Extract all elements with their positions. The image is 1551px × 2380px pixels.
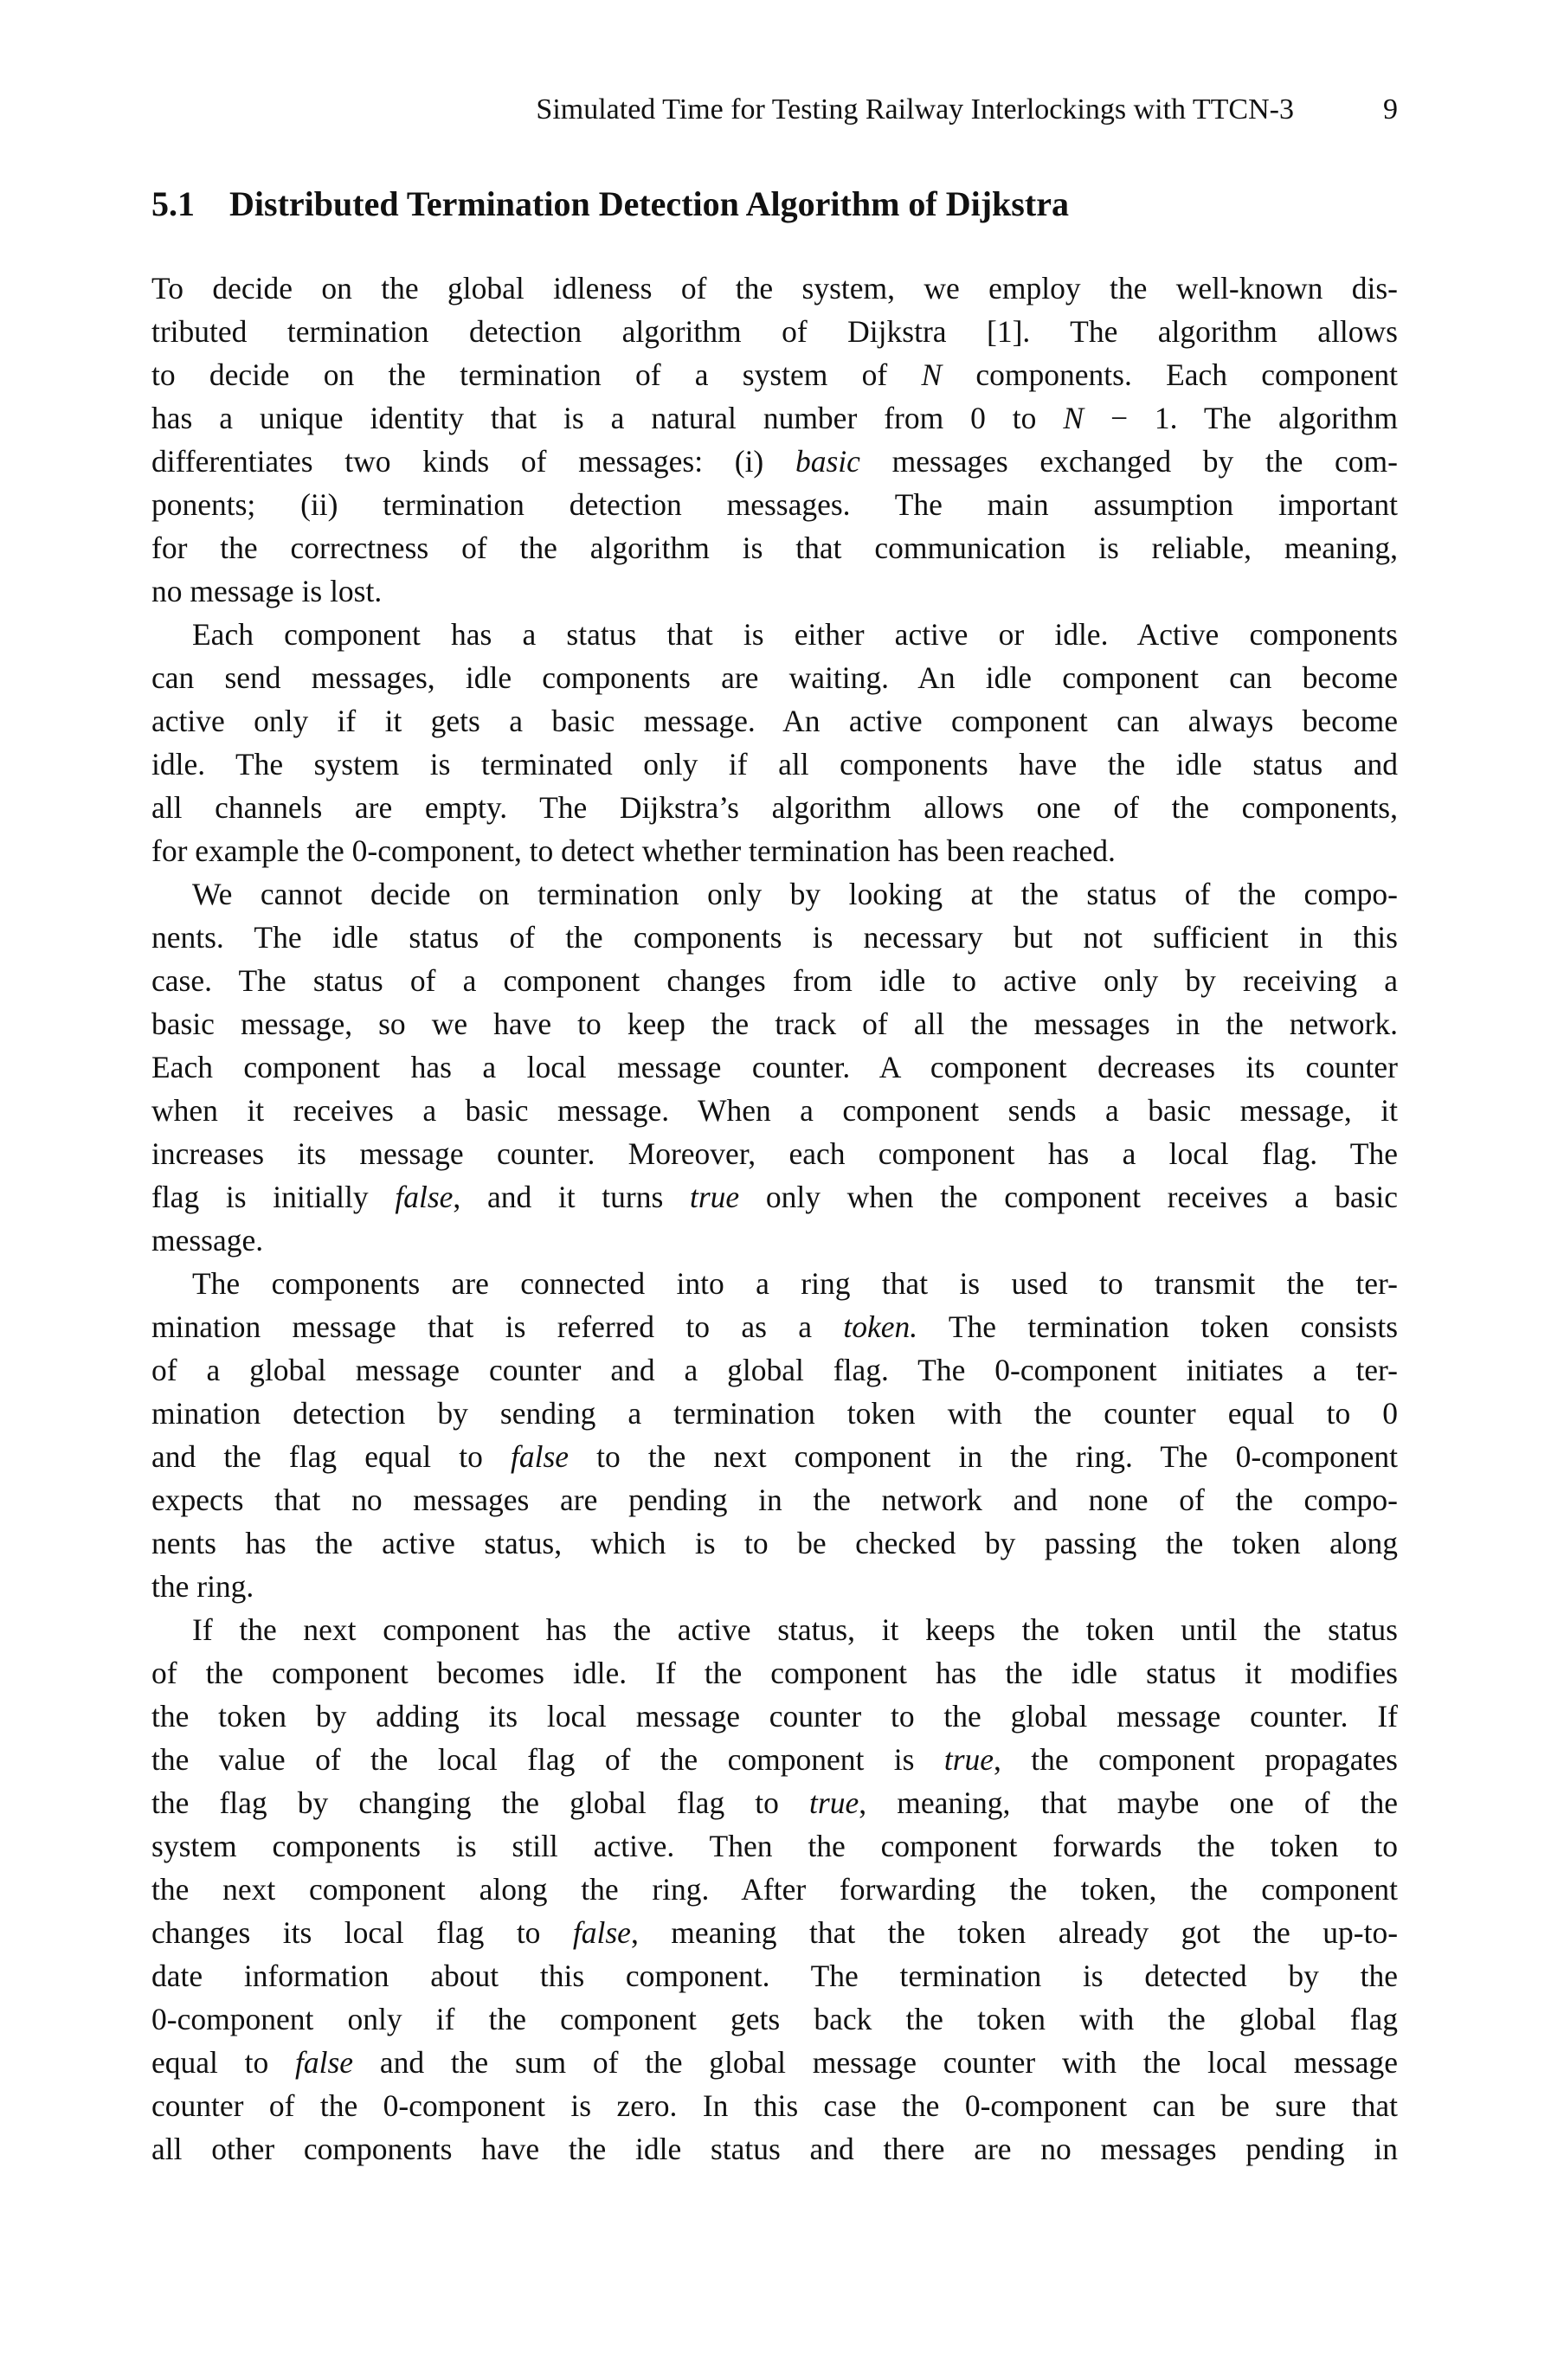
text-line (151, 743, 1398, 786)
italic-text: basic (795, 444, 860, 479)
text-line (151, 959, 1398, 1002)
text-span: To decide on the global idleness of the system, we employ the well-known dis- (151, 271, 1398, 306)
text-line (151, 1651, 1398, 1695)
italic-text: true (943, 1742, 994, 1777)
text-span: − 1. The algorithm (1084, 401, 1398, 435)
text-line (151, 1911, 1398, 1954)
text-line (151, 396, 1398, 440)
text-line (151, 440, 1398, 483)
italic-text: N (1063, 401, 1084, 435)
paragraph (151, 1262, 1398, 1608)
text-line (151, 1738, 1398, 1781)
text-line (151, 1219, 1398, 1262)
text-line (151, 526, 1398, 569)
italic-text: false (295, 2045, 354, 2080)
text-line (151, 1175, 1398, 1219)
italic-text: N (921, 357, 943, 392)
text-line (151, 310, 1398, 353)
text-span: all channels are empty. The Dijkstra’s algorithm allows one of the components, (151, 790, 1398, 825)
paragraph (151, 613, 1398, 872)
text-span: for example the 0-component, to detect whether termination has been reached. (151, 833, 1116, 868)
italic-text: true (809, 1785, 859, 1820)
text-span: for the correctness of the algorithm is that communication is reliable, meaning, (151, 531, 1398, 565)
text-span: The components are connected into a ring that is used to transmit the ter- (192, 1266, 1398, 1301)
text-line (151, 1348, 1398, 1392)
text-span: the token by adding its local message counter to the global message counter. If (151, 1699, 1398, 1734)
italic-text: false (572, 1915, 631, 1950)
text-line (151, 569, 1398, 613)
text-span: can send messages, idle components are waiting. An idle component can become (151, 660, 1398, 695)
text-line (151, 1954, 1398, 1997)
text-span: case. The status of a component changes from idle to active only by receiving a (151, 963, 1398, 998)
text-line (151, 656, 1398, 699)
text-span: If the next component has the active status, it keeps the token until the status (192, 1612, 1398, 1647)
text-span: message. (151, 1223, 264, 1258)
text-span: all other components have the idle status and there are no messages pending in (151, 2132, 1398, 2166)
text-line (151, 353, 1398, 396)
text-span: of a global message counter and a global flag. The 0-component initiates a ter- (151, 1353, 1398, 1387)
section-title: Distributed Termination Detection Algorithm of Dijkstra (229, 184, 1069, 223)
text-line (151, 2084, 1398, 2127)
section-number: 5.1 (151, 184, 195, 223)
paragraph (151, 267, 1398, 613)
text-line (151, 1132, 1398, 1175)
text-line (151, 267, 1398, 310)
text-span: , the component propagates (994, 1742, 1398, 1777)
text-span: when it receives a basic message. When a component sends a basic message, it (151, 1093, 1398, 1128)
text-line (151, 829, 1398, 872)
paragraph (151, 872, 1398, 1262)
text-span: and the sum of the global message counter with the local message (353, 2045, 1398, 2080)
text-span: of the component becomes idle. If the component has the idle status it modifies (151, 1656, 1398, 1690)
italic-text: false (510, 1439, 570, 1474)
text-span: components. Each component (942, 357, 1398, 392)
text-span: , meaning that the token already got the up-to- (630, 1915, 1399, 1950)
text-line (151, 1521, 1398, 1565)
text-span: nents. The idle status of the components is necessary but not sufficient in this (151, 920, 1398, 955)
text-line (151, 1002, 1398, 1045)
text-span: the value of the local flag of the component is (151, 1742, 944, 1777)
text-line (151, 1435, 1398, 1478)
text-span: the flag by changing the global flag to (151, 1785, 810, 1820)
text-line (151, 1392, 1398, 1435)
text-line (151, 1565, 1398, 1608)
text-line (151, 1608, 1398, 1651)
text-span: equal to (151, 2045, 295, 2080)
text-span: changes its local flag to (151, 1915, 573, 1950)
text-span: tributed termination detection algorithm of Dijkstra [1]. The algorithm allows (151, 314, 1398, 349)
text-line (151, 1089, 1398, 1132)
text-line (151, 1305, 1398, 1348)
text-line (151, 1478, 1398, 1521)
text-span: the ring. (151, 1569, 254, 1604)
text-line (151, 916, 1398, 959)
text-span: flag is initially (151, 1180, 396, 1214)
text-span: nents has the active status, which is to be checked by passing the token along (151, 1526, 1398, 1560)
text-line (151, 1868, 1398, 1911)
text-span: no message is lost. (151, 574, 383, 608)
text-line (151, 2041, 1398, 2084)
text-span: Each component has a local message counter. A component decreases its counter (151, 1050, 1398, 1084)
text-span: differentiates two kinds of messages: (i) (151, 444, 795, 479)
text-span: active only if it gets a basic message. An active component can always become (151, 704, 1398, 738)
text-span: only when the component receives a basic (739, 1180, 1399, 1214)
text-span: has a unique identity that is a natural number from 0 to (151, 401, 1064, 435)
text-span: ponents; (ii) termination detection messages. The main assumption important (151, 487, 1398, 522)
text-line (151, 1262, 1398, 1305)
text-span: the next component along the ring. After forwarding the token, the component (151, 1872, 1398, 1907)
text-span: messages exchanged by the com- (859, 444, 1398, 479)
italic-text: false (395, 1180, 454, 1214)
paragraph (151, 1608, 1398, 2171)
text-span: to the next component in the ring. The 0-component (569, 1439, 1398, 1474)
text-span: , meaning, that maybe one of the (859, 1785, 1398, 1820)
italic-text: true (689, 1180, 740, 1214)
body-text (151, 267, 1398, 2171)
text-line (151, 1781, 1398, 1824)
text-span: Each component has a status that is either active or idle. Active components (192, 617, 1398, 652)
text-span: We cannot decide on termination only by looking at the status of the compo- (192, 877, 1398, 911)
text-line (151, 483, 1398, 526)
text-span: date information about this component. The termination is detected by the (151, 1959, 1398, 1993)
text-span: idle. The system is terminated only if all components have the idle status and (151, 747, 1398, 782)
text-line (151, 2127, 1398, 2171)
text-line (151, 1695, 1398, 1738)
text-span: mination detection by sending a termination token with the counter equal to 0 (151, 1396, 1398, 1431)
text-span: mination message that is referred to as a (151, 1309, 844, 1344)
text-span: , and it turns (453, 1180, 690, 1214)
text-span: counter of the 0-component is zero. In this case the 0-component can be sure that (151, 2088, 1398, 2123)
text-line (151, 699, 1398, 743)
text-span: The termination token consists (917, 1309, 1399, 1344)
text-span: expects that no messages are pending in the network and none of the compo- (151, 1483, 1398, 1517)
text-line (151, 872, 1398, 916)
text-line (151, 613, 1398, 656)
text-span: basic message, so we have to keep the track of all the messages in the network. (151, 1007, 1398, 1041)
italic-text: token. (843, 1309, 918, 1344)
text-span: 0-component only if the component gets back the token with the global flag (151, 2002, 1398, 2036)
text-line (151, 1824, 1398, 1868)
text-span: to decide on the termination of a system of (151, 357, 922, 392)
running-title: Simulated Time for Testing Railway Interlockings with TTCN-3 (536, 93, 1294, 125)
text-span: and the flag equal to (151, 1439, 511, 1474)
section-heading (151, 183, 1069, 224)
page-number: 9 (1383, 93, 1398, 125)
text-line (151, 786, 1398, 829)
text-line (151, 1045, 1398, 1089)
text-span: increases its message counter. Moreover, each component has a local flag. The (151, 1136, 1398, 1171)
text-span: system components is still active. Then the component forwards the token to (151, 1829, 1398, 1863)
text-line (151, 1997, 1398, 2041)
